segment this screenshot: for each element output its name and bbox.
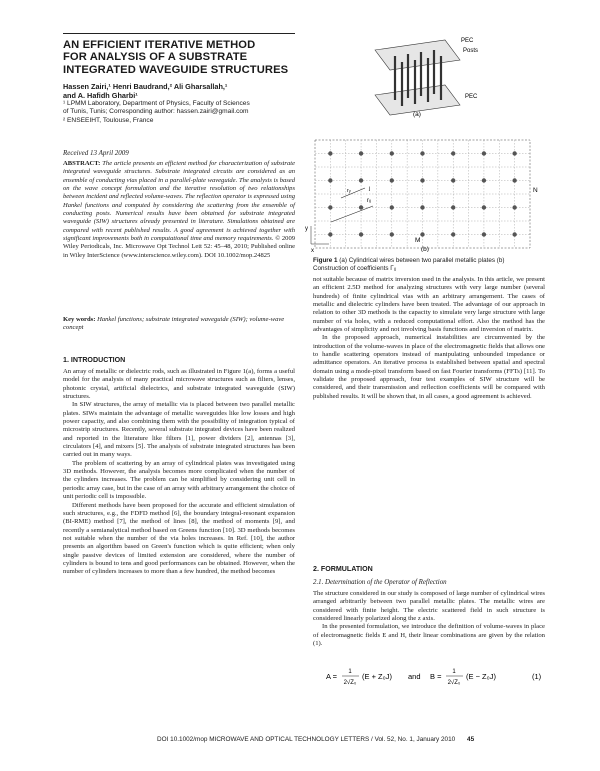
authors	[63, 82, 227, 100]
page-number: 45	[467, 736, 475, 743]
authors-line-2: and A. Hafidh Gharbi¹	[63, 91, 138, 100]
equation-1	[320, 662, 545, 692]
cylinder-dot	[328, 232, 332, 236]
abstract-text: The article presents an efficient method for characterization of substrate integrated waveguide structures. Substrate integrated circuits are considered as an ensemble of conducting vias placed in a parallel-plate waveguide. The analysis is based on the wave concept formulation and the iterative resolution of two relationships between incident and reflected volume-waves. The reflection operator is expressed using Hankel functions and computed by considering the scattering from the ensemble of conducting posts. Numerical results have been obtained for substrate integrated waveguide (SIW) structures already presented in literature. Simulations obtained are compared with recent published results. A good agreement is achieved together with significant improvements both in computational time and memory requirements.	[63, 160, 295, 243]
figure-1a	[375, 38, 478, 118]
eq-number: (1)	[532, 672, 542, 681]
formulation-heading: 2. FORMULATION	[313, 565, 373, 573]
eq-rhs-a: (E + Z₀J)	[362, 672, 392, 681]
cylinder-dot	[390, 205, 394, 209]
cylinder-dot	[359, 232, 363, 236]
j-label: j	[369, 186, 371, 192]
affiliation-line-3: ² ENSEEIHT, Toulouse, France	[63, 116, 154, 124]
affiliations	[63, 100, 295, 125]
cylinder-dot	[328, 205, 332, 209]
eq-frac-num-a: 1	[348, 669, 352, 675]
title-line-2: FOR ANALYSIS OF A SUBSTRATE	[63, 51, 248, 64]
grid-lines	[315, 140, 530, 248]
top-plate	[375, 40, 460, 70]
cylinder-dot	[359, 205, 363, 209]
figure-1b	[305, 140, 538, 252]
pec-top-label: PEC	[461, 38, 474, 44]
intro-paragraph-2: In SIW structures, the array of metallic via is placed between two parallel metallic plates. SIWs maintain the advantage of metallic waveguides like low losses and high power capacity, and also combining them with the possibility of integration typical of microstrip structures. Recently, several substrate integrated devices have been realized and reported in the literature like filters [1], power dividers [2], antennas [3], circulators [4], and mixers [5]. The analysis of substrate integrated structures has been carried out in many ways.	[63, 401, 295, 459]
figure-1b-label: (b)	[421, 246, 429, 252]
figure-1	[305, 30, 545, 252]
cylinder-dot	[512, 205, 516, 209]
m-label: M	[415, 237, 421, 244]
cylinder-dot	[451, 232, 455, 236]
eq-frac-den-a: 2√Z₀	[343, 680, 357, 686]
keywords-text: Hankel functions; substrate integrated waveguide (SIW); volume-wave concept	[63, 316, 285, 332]
eq-rhs-b: (E − Z₀J)	[466, 672, 496, 681]
figure-caption-label: Figure 1	[313, 257, 338, 264]
affiliation-line-1: ¹ LPMM Laboratory, Department of Physics, Faculty of Sciences	[63, 100, 250, 107]
cylinder-dot	[420, 232, 424, 236]
cylinder-dot	[482, 151, 486, 155]
cylinder-dot	[390, 178, 394, 182]
formulation-body	[313, 590, 545, 648]
pec-bottom-label: PEC	[465, 94, 478, 100]
cylinder-dot	[482, 178, 486, 182]
y-axis-label: y	[305, 226, 308, 232]
ry-vector	[341, 188, 365, 198]
eq-lhs-b: B =	[430, 672, 442, 681]
cylinder-dot	[451, 151, 455, 155]
intro-paragraph-3: The problem of scattering by an array of cylindrical plates was investigated using 3D methods. However, the analysis becomes more complicated when the number of the cylinders increases. The problem can be simplified by considering unit cell in periodic array case, but in the case of an array with arbitrary arrangement the choice of unit periodic cell is impossible.	[63, 459, 295, 501]
eq-and: and	[408, 672, 421, 681]
cylinder-dot	[390, 232, 394, 236]
x-axis-label: x	[311, 248, 314, 252]
keywords-label: Key words:	[63, 316, 96, 323]
abstract	[63, 160, 295, 260]
keywords	[63, 316, 295, 333]
authors-line-1: Hassen Zairi,¹ Henri Baudrand,² Ali Gharsallah,¹	[63, 82, 228, 91]
cylinder-dot	[420, 151, 424, 155]
cylinder-dot	[482, 205, 486, 209]
figure-caption	[313, 257, 537, 273]
footer-text: DOI 10.1002/mop MICROWAVE AND OPTICAL TECHNOLOGY LETTERS / Vol. 52, No. 1, January 2010	[157, 736, 456, 743]
n-label: N	[533, 187, 538, 194]
subsection-heading: 2.1. Determination of the Operator of Reflection	[313, 579, 447, 586]
eq-frac-num-b: 1	[452, 669, 456, 675]
right-paragraph-1: not suitable because of matrix inversion used in the analysis. In this article, we present an efficient 2.5D method for analyzing structures with very large number (several hundreds) of finite cylindrical vias with an arbitrary arrangement. The cases of metallic and dielectric cylinders have been treated. The advantage of our approach in relation to other 3D methods is the capacity to simulate very large structure with large number of via holes, with a reduced computational effort. Also the method has the advantages of simplicity and not involving basis functions and inversion of matrix.	[313, 276, 545, 334]
figure-1a-label: (a)	[413, 111, 421, 118]
posts-label: Posts	[463, 48, 479, 54]
intro-paragraph-4: Different methods have been proposed for the accurate and efficient simulation of such structures, e.g., the FDFD method [6], the boundary integral-resonant expansion (BI-RME) method [7], the method of lines [8], the method of moments [9], and recently a semianalytical method based on Greens function [10]. 3D methods becomes not suitable when the number of the via holes increases. In Ref. [10], the author presents an algorithm based on Green's function which is quite efficient; when only single passive devices of limited extension are considered, where the number of cylinders is bound to tens and good performances can be obtained. However, when the number of cylinders increases to more than a few hundred, the method becomes	[63, 501, 295, 576]
title-rule	[63, 33, 295, 34]
intro-heading: 1. INTRODUCTION	[63, 356, 126, 364]
right-column-body	[313, 276, 545, 401]
cylinder-dot	[420, 178, 424, 182]
formulation-paragraph-2: In the presented formulation, we introduce the definition of volume-waves in place of electromagnetic fields E and H, their linear combinations are given by the relation (1).	[313, 623, 545, 648]
figure-caption-text: (a) Cylindrical wires between two parallel metallic plates (b) Construction of coefficients Γᵢⱼ	[313, 257, 505, 273]
title-line-3: INTEGRATED WAVEGUIDE STRUCTURES	[63, 63, 289, 76]
right-paragraph-2: In the proposed approach, numerical instabilities are circumvented by the introduction of the volume-waves in place of the electromagnetic fields that allows one to handle scattering operators instead of manipulating unbounded impedance or admittance operators. An iterative process is established between spatial and spectral domain using a mode-pixel transform based on fast Fourier transforms (FFTs) [11]. To validate the proposed approach, four test examples of SIW structure will be considered, and their transmission and reflection coefficients will be compared with published results. It will be shown that, in all cases, a good agreement is achieved.	[313, 334, 545, 400]
title-line-1: AN EFFICIENT ITERATIVE METHOD	[63, 39, 256, 51]
cylinder-dot	[512, 151, 516, 155]
eq-frac-den-b: 2√Z₀	[447, 680, 461, 686]
eq-lhs-a: A =	[326, 672, 338, 681]
cylinder-dot	[451, 178, 455, 182]
rij-label: rᵢⱼ	[367, 198, 371, 204]
affiliation-line-2: of Tunis, Tunis; Corresponding author: hassen.zairi@gmail.com	[63, 108, 249, 116]
rij-vector	[331, 206, 373, 222]
formulation-paragraph-1: The structure considered in our study is composed of large number of cylindrical wires arranged arbitrarily between two parallel metallic plates. The metallic wires are considered with finite height. The electric scattered field in such structure is considered linearly polarized along the z axis.	[313, 590, 545, 623]
cylinder-dot	[328, 178, 332, 182]
cylinder-dot	[390, 151, 394, 155]
intro-paragraph-1: An array of metallic or dielectric rods, such as illustrated in Figure 1(a), forms a useful model for the analysis of many practical microwave structures such as filters, lenses, photonic crystal, artificial dielectrics, and substrate integrated waveguide (SIW) structures.	[63, 368, 295, 401]
cylinder-dot	[512, 232, 516, 236]
cylinder-dot	[512, 178, 516, 182]
abstract-copyright: © 2009 Wiley Periodicals, Inc. Microwave Opt Technol Lett 52: 45–48, 2010; Published online in Wiley InterScience (www.interscience.wiley.com). DOI 10.1002/mop.24825	[63, 235, 296, 259]
received-date: Received 13 April 2009	[63, 149, 129, 157]
ry-label: rᵧ	[347, 188, 351, 194]
cylinder-dot	[359, 151, 363, 155]
intro-body	[63, 368, 295, 577]
cylinder-dot	[451, 205, 455, 209]
cylinder-dot	[420, 205, 424, 209]
page-footer	[157, 736, 474, 743]
cylinder-dot	[482, 232, 486, 236]
abstract-lead: ABSTRACT:	[63, 160, 101, 167]
cylinder-dot	[328, 151, 332, 155]
article-title	[63, 39, 303, 76]
cylinder-dot	[359, 178, 363, 182]
